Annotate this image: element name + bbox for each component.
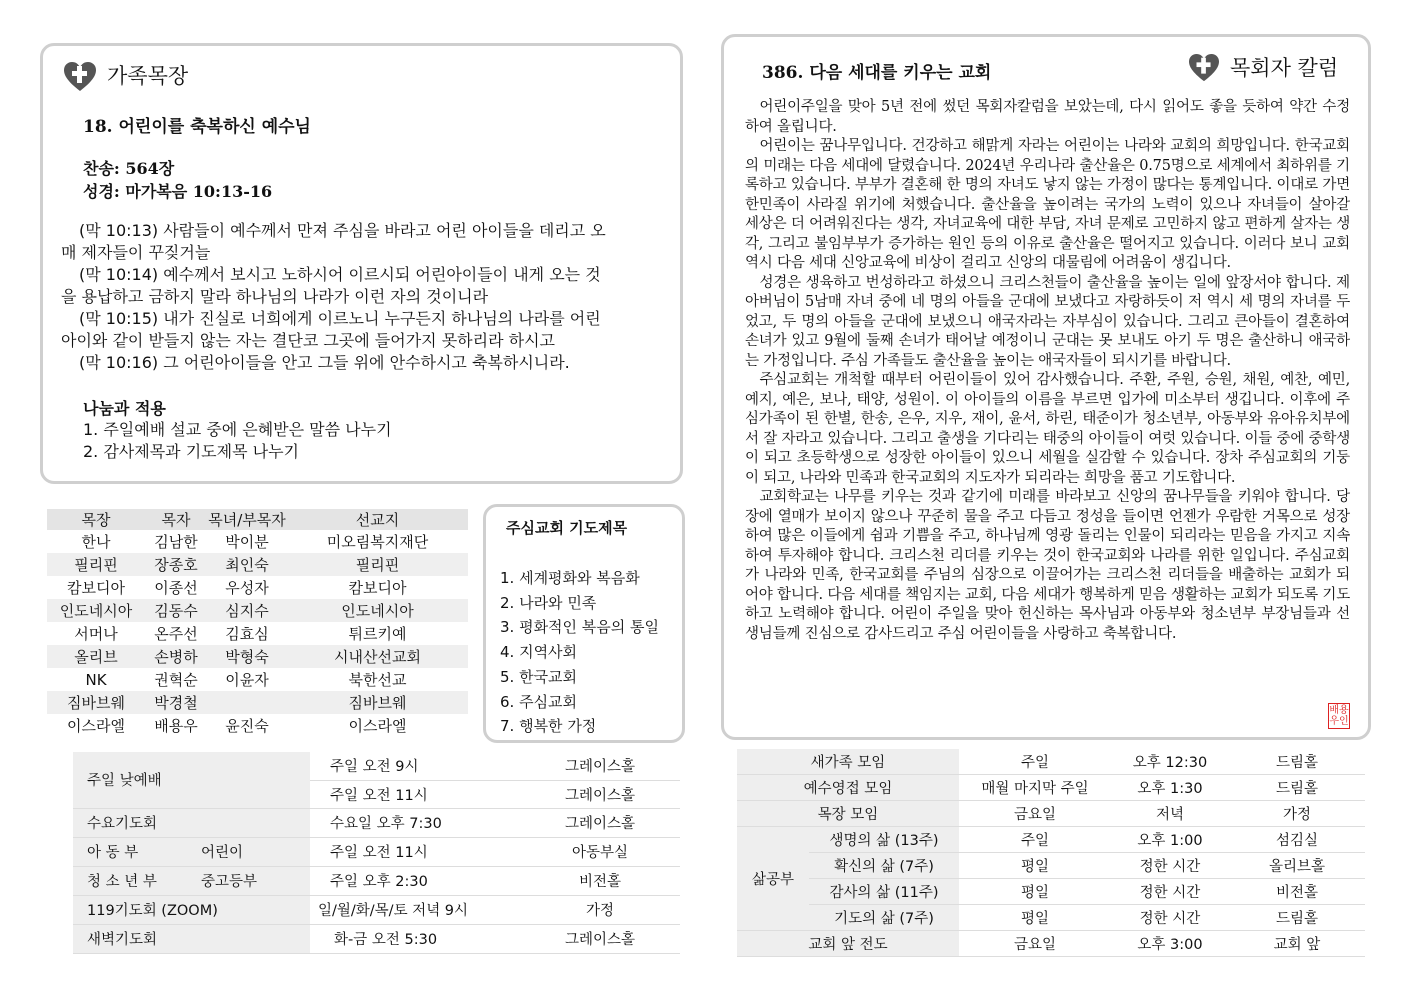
table-row bbox=[47, 622, 468, 645]
cell: 주일 오전 11시 bbox=[310, 837, 520, 866]
cell: 새벽기도회 bbox=[73, 924, 310, 953]
cell: 삶공부 bbox=[737, 826, 809, 930]
cell: 박형숙 bbox=[207, 645, 287, 668]
column-paragraph: 성경은 생육하고 번성하라고 하셨으니 크리스천들이 출산율을 높이는 일에 앞장서야 합니다. 제 아버님이 5남매 자녀 중에 네 명의 아들을 군대에 보냈다고 자랑하듯이 저 역시 세 명의 자녀를 두었고, 두 명의 아들을 군대에 보냈으니 애국자라는 자부심이 있습니다. 그리고 큰아들이 결혼하여 손녀가 있고 9월에 둘째 손녀가 태어날 예정이니 군대는 못 보내도 아기 두 명은 출산하니 애국하는 가정입니다. 주심 가족들도 출산율을 높이는 애국자들이 되시기를 바랍니다. bbox=[745, 274, 1350, 369]
prayer-item: 5. 한국교회 bbox=[500, 668, 578, 686]
seal-stamp: 배용우인 bbox=[1329, 705, 1349, 727]
family-box bbox=[40, 43, 683, 484]
cell: 섬김실 bbox=[1229, 826, 1365, 852]
cell: 정한 시간 bbox=[1111, 852, 1229, 878]
table-row bbox=[737, 774, 1365, 800]
cell: 캄보디아 bbox=[348, 579, 407, 597]
column-paragraph: 어린이는 꿈나무입니다. 건강하고 해맑게 자라는 어린이는 나라와 교회의 희망입니다. 한국교회의 미래는 다음 세대에 달렸습니다. 2024년 우리나라 출산율은 0.75명으로 세계에서 최하위를 기록하고 있습니다. 부부가 결혼해 한 명의 자녀도 낳지 않는 가정이 많다는 통계입니다. 이대로 가면 한민족이 사라질 위기에 처했습니다. 출산율을 높이려는 국가의 노력이 있으나 자녀들이 살아갈 세상은 더 어려워진다는 생각, 자녀교육에 대한 부담, 자녀 문제로 고민하지 않고 편하게 살자는 생각, 그리고 불임부부가 증가하는 원인 등의 이유로 출산율은 떨어지고 있습니다. 이러다 보니 교회 역시 다음 세대 신앙교육에 비상이 걸리고 신앙의 대물림에 어려움이 생깁니다. bbox=[745, 138, 1350, 271]
prayer-title: 주심교회 기도제목 bbox=[506, 519, 628, 537]
table-row bbox=[47, 645, 468, 668]
cell: 주일 오전 11시 bbox=[310, 780, 520, 808]
cell: 중고등부 bbox=[193, 866, 310, 895]
heart-cross-icon bbox=[63, 61, 97, 93]
table-row bbox=[737, 826, 1365, 852]
cell: 우성자 bbox=[225, 579, 269, 597]
cell: 주일 낮예배 bbox=[73, 752, 310, 808]
table-row bbox=[737, 904, 1365, 930]
cell: 주일 오전 9시 bbox=[310, 752, 520, 780]
cell: 이종선 bbox=[154, 579, 198, 597]
cell: 이스라엘 bbox=[348, 717, 407, 735]
cell: 손병하 bbox=[145, 645, 207, 668]
family-header: 가족목장 bbox=[107, 64, 189, 88]
verse-line: (막 10:14) 예수께서 보시고 노하시어 이르시되 어린아이들이 내게 오는 것 bbox=[79, 265, 601, 284]
cell: 드림홀 bbox=[1229, 904, 1365, 930]
table-row bbox=[47, 553, 468, 576]
cell: 심지수 bbox=[207, 599, 287, 622]
cell: 평일 bbox=[959, 878, 1111, 904]
cell: 오후 3:00 bbox=[1111, 930, 1229, 956]
table-row bbox=[47, 576, 468, 599]
cell: 짐바브웨 bbox=[287, 691, 468, 714]
cell: 예수영접 모임 bbox=[737, 774, 959, 800]
sharing-item: 2. 감사제목과 기도제목 나누기 bbox=[83, 442, 299, 461]
col-header: 목자 bbox=[145, 509, 207, 530]
cell: 박경철 bbox=[145, 691, 207, 714]
mokjang-table bbox=[47, 509, 468, 737]
cell: 미오림복지재단 bbox=[326, 533, 429, 551]
cell: 어린이 bbox=[193, 837, 310, 866]
cell: 북한선교 bbox=[348, 671, 407, 689]
column-box bbox=[721, 34, 1371, 740]
cell: 한나 bbox=[81, 533, 111, 551]
table-row bbox=[47, 530, 468, 553]
cell: 그레이스홀 bbox=[520, 780, 680, 808]
table-row bbox=[47, 668, 468, 691]
verse-line: (막 10:13) 사람들이 예수께서 만져 주심을 바라고 어린 아이들을 데리고 오 bbox=[79, 221, 606, 240]
column-paragraph: 교회학교는 나무를 키우는 것과 같기에 미래를 바라보고 신앙의 꿈나무들을 키워야 합니다. 당장에 열매가 보이지 않으나 꾸준히 물을 주고 다듬고 정성을 들이면 언젠가 우람한 거목으로 성장하여 많은 이들에게 쉼과 기쁨을 주고, 하나님께 영광 돌리는 인물이 되리라는 믿음을 가지고 지속하여 투자해야 합니다. 크리스천 리더를 키우는 것이 한국교회와 나라를 위한 일입니다. 주심교회가 나라와 민족, 한국교회를 주님의 심장으로 이끌어가는 크리스천 리더들을 배출하는 교회가 되어야 합니다. 다음 세대를 책임지는 교회, 다음 세대가 행복하게 믿음 생활하는 교회가 되도록 기도하고 노력해야 합니다. 어린이 주일을 맞아 헌신하는 목사님과 아동부와 청소년부 부장님들과 선생님들께 진심으로 감사드리고 주심 어린이들을 사랑하고 축복합니다. bbox=[745, 489, 1350, 642]
scripture-text: 성경: 마가복음 10:13-16 bbox=[83, 182, 273, 201]
worship-schedule-table bbox=[73, 752, 680, 954]
table-row bbox=[73, 924, 680, 953]
cell: 일/월/화/목/토 저녁 9시 bbox=[310, 895, 520, 924]
cell: 김동수 bbox=[145, 599, 207, 622]
cell: 주일 오후 2:30 bbox=[310, 866, 520, 895]
cell: 그레이스홀 bbox=[520, 924, 680, 953]
cell: 그레이스홀 bbox=[520, 752, 680, 780]
cell: 평일 bbox=[959, 904, 1111, 930]
cell: 교회 앞 전도 bbox=[737, 930, 959, 956]
prayer-item: 7. 행복한 가정 bbox=[500, 717, 597, 735]
cell: 필리핀 bbox=[287, 553, 468, 576]
table-row bbox=[47, 599, 468, 622]
cell: 김효심 bbox=[225, 625, 269, 643]
table-row bbox=[73, 895, 680, 924]
cell: 튀르키예 bbox=[348, 625, 407, 643]
prayer-item: 2. 나라와 민족 bbox=[500, 594, 597, 612]
cell: 주일 bbox=[959, 826, 1111, 852]
lesson-title: 18. 어린이를 축복하신 예수님 bbox=[83, 117, 311, 137]
cell: 주일 bbox=[959, 749, 1111, 774]
cell: 목장 모임 bbox=[737, 800, 959, 826]
cell: 이윤자 bbox=[225, 671, 269, 689]
cell: 배용우 bbox=[154, 717, 198, 735]
cell: 금요일 bbox=[959, 930, 1111, 956]
table-row bbox=[73, 837, 680, 866]
prayer-item: 6. 주심교회 bbox=[500, 693, 578, 711]
table-row bbox=[737, 930, 1365, 956]
hymn-text: 찬송: 564장 bbox=[83, 159, 175, 178]
cell: 윤진숙 bbox=[225, 717, 269, 735]
prayer-item: 4. 지역사회 bbox=[500, 643, 578, 661]
table-row bbox=[737, 749, 1365, 774]
verse-line: 아이와 같이 받들지 않는 자는 결단코 그곳에 들어가지 못하리라 하시고 bbox=[61, 331, 555, 350]
cell: 김남한 bbox=[154, 533, 198, 551]
cell: 가정 bbox=[520, 895, 680, 924]
cell: 정한 시간 bbox=[1111, 878, 1229, 904]
cell: 아 동 부 bbox=[73, 837, 193, 866]
cell: 저녁 bbox=[1111, 800, 1229, 826]
verse-line: (막 10:15) 내가 진실로 너희에게 이르노니 누구든지 하나님의 나라를 어린 bbox=[79, 309, 601, 328]
cell: 매월 마지막 주일 bbox=[959, 774, 1111, 800]
column-paragraph: 어린이주일을 맞아 5년 전에 썼던 목회자칼럼을 보았는데, 다시 읽어도 좋을 듯하여 약간 수정하여 올립니다. bbox=[745, 99, 1350, 135]
cell: 올리브홀 bbox=[1229, 852, 1365, 878]
table-row bbox=[737, 800, 1365, 826]
cell bbox=[207, 691, 287, 714]
cell: 인도네시아 bbox=[287, 599, 468, 622]
prayer-item: 1. 세계평화와 복음화 bbox=[500, 569, 640, 587]
cell: 오후 12:30 bbox=[1111, 749, 1229, 774]
cell: 비전홀 bbox=[1229, 878, 1365, 904]
cell: 오후 1:30 bbox=[1111, 774, 1229, 800]
cell: 119기도회 (ZOOM) bbox=[73, 895, 310, 924]
table-row bbox=[737, 878, 1365, 904]
col-header: 목장 bbox=[47, 509, 145, 530]
cell: 감사의 삶 (11주) bbox=[809, 878, 959, 904]
cell: 금요일 bbox=[959, 800, 1111, 826]
cell: 드림홀 bbox=[1229, 774, 1365, 800]
column-paragraph: 주심교회는 개척할 때부터 어린이들이 있어 감사했습니다. 주환, 주원, 승원, 채원, 예찬, 예민, 예지, 예은, 보나, 태양, 성원이. 이 아이들의 이름을 부르면 입가에 미소부터 생깁니다. 이후에 주심가족이 된 한별, 한송, 은우, 지우, 재이, 윤서, 하린, 태준이가 청소년부, 아동부와 유아유치부에서 잘 자라고 있습니다. 그리고 출생을 기다리는 태중의 아이들이 여럿 있습니다. 이들 중에 중학생이 되고 초등학생으로 성장한 아이들이 있으니 세월을 실감할 수 있습니다. 장차 주심교회의 기둥이 되고, 나라와 민족과 한국교회의 지도자가 되리라는 희망을 품고 기도합니다. bbox=[745, 372, 1350, 486]
cell: 평일 bbox=[959, 852, 1111, 878]
cell: 가정 bbox=[1229, 800, 1365, 826]
cell: 시내산선교회 bbox=[287, 645, 468, 668]
verse-line: 을 용납하고 금하지 말라 하나님의 나라가 이런 자의 것이니라 bbox=[61, 287, 489, 306]
table-row bbox=[73, 866, 680, 895]
cell: 화-금 오전 5:30 bbox=[310, 924, 520, 953]
cell: 장종호 bbox=[145, 553, 207, 576]
table-row bbox=[47, 714, 468, 737]
cell: 올리브 bbox=[47, 645, 145, 668]
cell: 드림홀 bbox=[1229, 749, 1365, 774]
cell: 교회 앞 bbox=[1229, 930, 1365, 956]
cell: 서머나 bbox=[74, 625, 118, 643]
cell: 수요기도회 bbox=[73, 808, 310, 837]
cell: 정한 시간 bbox=[1111, 904, 1229, 930]
cell: 짐바브웨 bbox=[47, 691, 145, 714]
prayer-box bbox=[483, 504, 685, 743]
cell: 기도의 삶 (7주) bbox=[809, 904, 959, 930]
cell: 비전홀 bbox=[520, 866, 680, 895]
cell: 캄보디아 bbox=[67, 579, 125, 597]
cell: 새가족 모임 bbox=[737, 749, 959, 774]
verse-line: (막 10:16) 그 어린아이들을 안고 그들 위에 안수하시고 축복하시니라. bbox=[79, 353, 570, 372]
cell: 최인숙 bbox=[207, 553, 287, 576]
cell: 그레이스홀 bbox=[520, 808, 680, 837]
cell: 오후 1:00 bbox=[1111, 826, 1229, 852]
cell: 인도네시아 bbox=[47, 599, 145, 622]
column-header: 목회자 칼럼 bbox=[1230, 56, 1339, 80]
table-row bbox=[47, 691, 468, 714]
table-row bbox=[737, 852, 1365, 878]
cell: 권혁순 bbox=[154, 671, 198, 689]
table-row bbox=[73, 808, 680, 837]
table-row bbox=[73, 752, 680, 780]
cell: 박이분 bbox=[225, 533, 269, 551]
cell: 이스라엘 bbox=[67, 717, 125, 735]
cell: NK bbox=[85, 670, 107, 689]
heart-cross-icon bbox=[1188, 53, 1220, 83]
sharing-title: 나눔과 적용 bbox=[83, 399, 166, 418]
column-body bbox=[745, 98, 1350, 644]
table-header-row bbox=[47, 509, 468, 530]
cell: 아동부실 bbox=[520, 837, 680, 866]
meeting-schedule-table bbox=[737, 749, 1365, 957]
cell: 수요일 오후 7:30 bbox=[310, 808, 520, 837]
sharing-item: 1. 주일예배 설교 중에 은혜받은 말씀 나누기 bbox=[83, 420, 392, 439]
cell: 청 소 년 부 bbox=[73, 866, 193, 895]
column-title: 386. 다음 세대를 키우는 교회 bbox=[762, 63, 992, 83]
cell: 생명의 삶 (13주) bbox=[809, 826, 959, 852]
cell: 온주선 bbox=[154, 625, 198, 643]
cell: 확신의 삶 (7주) bbox=[809, 852, 959, 878]
col-header: 선교지 bbox=[287, 509, 468, 530]
cell: 필리핀 bbox=[47, 553, 145, 576]
col-header: 목녀/부목자 bbox=[208, 511, 286, 529]
verse-line: 매 제자들이 꾸짖거늘 bbox=[61, 243, 211, 262]
prayer-item: 3. 평화적인 복음의 통일 bbox=[500, 618, 660, 636]
